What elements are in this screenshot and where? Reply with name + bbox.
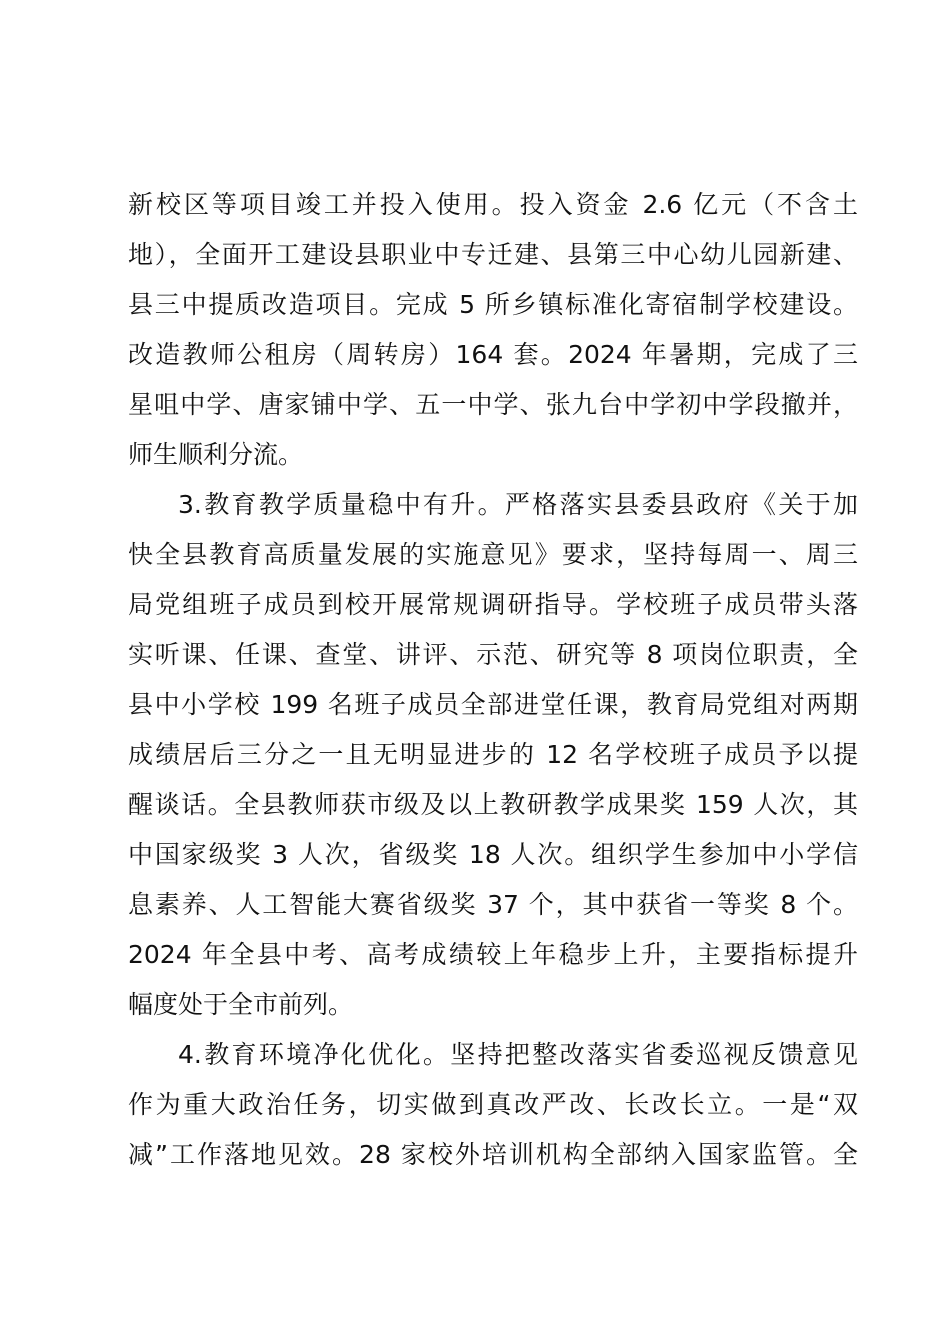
text-line: 2024 年全县中考、高考成绩较上年稳步上升，主要指标提升 xyxy=(128,940,858,969)
text-line: 实听课、任课、查堂、讲评、示范、研究等 8 项岗位职责，全 xyxy=(128,640,858,669)
text-line: 减”工作落地见效。28 家校外培训机构全部纳入国家监管。全 xyxy=(128,1140,858,1169)
text-line: 局党组班子成员到校开展常规调研指导。学校班子成员带头落 xyxy=(128,590,858,619)
document-body xyxy=(128,180,858,1180)
section-heading-line: 3.教育教学质量稳中有升。严格落实县委县政府《关于加 xyxy=(178,490,858,519)
text-line: 醒谈话。全县教师获市级及以上教研教学成果奖 159 人次，其 xyxy=(128,790,858,819)
text-line: 中国家级奖 3 人次，省级奖 18 人次。组织学生参加中小学信 xyxy=(128,840,858,869)
text-line: 快全县教育高质量发展的实施意见》要求，坚持每周一、周三 xyxy=(128,540,858,569)
section-heading-line: 4.教育环境净化优化。坚持把整改落实省委巡视反馈意见 xyxy=(178,1040,858,1069)
text-line: 县三中提质改造项目。完成 5 所乡镇标准化寄宿制学校建设。 xyxy=(128,290,858,319)
text-line: 作为重大政治任务，切实做到真改严改、长改长立。一是“双 xyxy=(128,1090,858,1119)
text-line: 星咀中学、唐家铺中学、五一中学、张九台中学初中学段撤并， xyxy=(128,390,858,419)
text-line: 师生顺利分流。 xyxy=(128,440,304,469)
text-line: 息素养、人工智能大赛省级奖 37 个，其中获省一等奖 8 个。 xyxy=(128,890,858,919)
text-line: 新校区等项目竣工并投入使用。投入资金 2.6 亿元（不含土 xyxy=(128,190,858,219)
text-line: 县中小学校 199 名班子成员全部进堂任课，教育局党组对两期 xyxy=(128,690,858,719)
text-line: 幅度处于全市前列。 xyxy=(128,990,354,1019)
text-line: 地），全面开工建设县职业中专迁建、县第三中心幼儿园新建、 xyxy=(128,240,858,269)
text-line: 改造教师公租房（周转房）164 套。2024 年暑期，完成了三 xyxy=(128,340,858,369)
text-line: 成绩居后三分之一且无明显进步的 12 名学校班子成员予以提 xyxy=(128,740,858,769)
